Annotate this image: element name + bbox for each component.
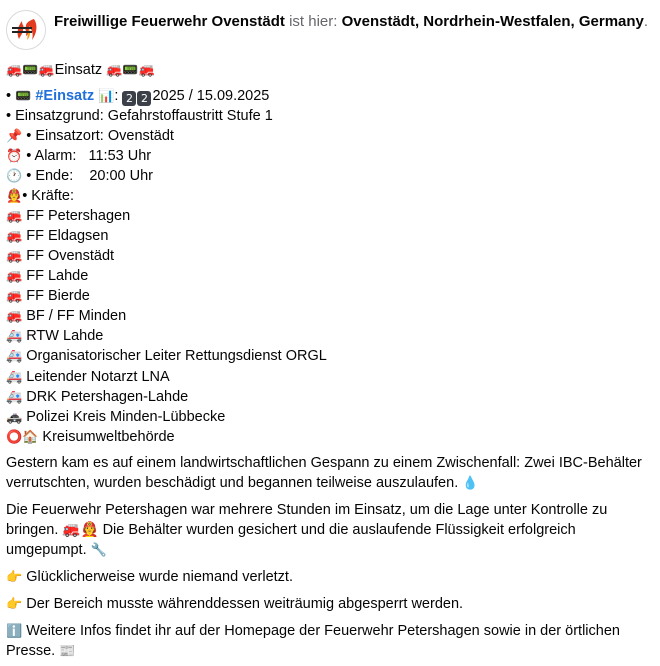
fire-truck-icon: 🚒 xyxy=(6,228,23,243)
unit-item xyxy=(6,206,656,226)
unit-item xyxy=(6,306,656,326)
ambulance-icon: 🚑 xyxy=(6,369,23,384)
unit-name: Leitender Notarzt LNA xyxy=(26,369,170,385)
operation-meta xyxy=(6,86,656,106)
operation-forces xyxy=(6,186,656,206)
units-list xyxy=(6,206,656,447)
operation-location xyxy=(6,126,656,146)
paragraph-text: Die Feuerwehr Petershagen war mehrere Stunden im Einsatz, um die Lage unter Kontrolle zu bringen. 🚒🧑‍🚒 Die Behälter wurden gesichert und die auslaufende Flüssigkeit erfolgreich umgepumpt. xyxy=(6,502,608,558)
hashtag-link[interactable]: #Einsatz xyxy=(35,88,95,104)
fire-truck-icon: 🚒 xyxy=(6,268,23,283)
unit-item xyxy=(6,246,656,266)
unit-name: DRK Petershagen-Lahde xyxy=(26,389,189,405)
page-avatar[interactable] xyxy=(6,10,46,50)
meta-colon: : xyxy=(114,88,119,104)
alarm-clock-icon: ⏰ xyxy=(6,148,23,163)
post-paragraph xyxy=(6,500,656,560)
unit-name: FF Petershagen xyxy=(26,208,131,224)
pointing-hand-icon: 👉 xyxy=(6,596,23,611)
operation-forces-text: • Kräfte: xyxy=(22,188,75,204)
keycap-two-icon: 2 xyxy=(137,91,151,106)
unit-item xyxy=(6,387,656,407)
page-name-link[interactable]: Freiwillige Feuerwehr Ovenstädt xyxy=(54,13,285,30)
operation-end-text: • Ende: 20:00 Uhr xyxy=(26,168,154,184)
pushpin-icon: 📌 xyxy=(6,128,23,143)
ambulance-icon: 🚑 xyxy=(6,348,23,363)
unit-name: Organisatorischer Leiter Rettungsdienst ORGL xyxy=(26,348,327,364)
header-period: . xyxy=(643,13,649,30)
operation-alarm xyxy=(6,146,656,166)
post-header-text xyxy=(54,12,648,32)
location-link[interactable]: Ovenstädt, Nordrhein-Westfalen, Germany xyxy=(341,13,644,30)
unit-name: Polizei Kreis Minden-Lübbecke xyxy=(26,409,226,425)
operation-reason: • Einsatzgrund: Gefahrstoffaustritt Stufe 1 xyxy=(6,108,273,124)
post-paragraph xyxy=(6,567,656,587)
ambulance-icon: 🚑 xyxy=(6,389,23,404)
fire-truck-icon: 🚒 xyxy=(6,288,23,303)
unit-name: RTW Lahde xyxy=(26,328,104,344)
unit-name: FF Lahde xyxy=(26,268,89,284)
operation-alarm-text: • Alarm: 11:53 Uhr xyxy=(26,148,152,164)
unit-name: BF / FF Minden xyxy=(26,308,127,324)
operation-date: 2025 / 15.09.2025 xyxy=(152,88,270,104)
fire-truck-pager-icon: 🚒📟🚒 xyxy=(106,62,155,77)
post-paragraph xyxy=(6,453,656,493)
newspaper-icon: 📰 xyxy=(59,643,76,658)
operation-end xyxy=(6,166,656,186)
unit-name: FF Ovenstädt xyxy=(26,248,115,264)
fire-truck-icon: 🚒 xyxy=(6,208,23,223)
meta-bullet: • xyxy=(6,88,12,104)
unit-name: FF Eldagsen xyxy=(26,228,109,244)
post-paragraph xyxy=(6,621,656,661)
checkin-connector: ist hier: xyxy=(289,13,338,30)
post-title xyxy=(6,60,656,80)
unit-item xyxy=(6,407,656,427)
police-car-icon: 🚓 xyxy=(6,409,23,424)
post-title-text: Einsatz xyxy=(54,62,103,78)
paragraph-text: Der Bereich musste währenddessen weiträumig abgesperrt werden. xyxy=(26,596,464,612)
post-paragraph xyxy=(6,594,656,614)
unit-name: FF Bierde xyxy=(26,288,90,304)
unit-item xyxy=(6,346,656,367)
fire-truck-icon: 🚒 xyxy=(6,308,23,323)
wrench-icon: 🔧 xyxy=(90,542,107,557)
unit-name: Kreisumweltbehörde xyxy=(42,429,175,445)
fire-truck-icon: 🚒 xyxy=(6,248,23,263)
keycap-two-icon: 2 xyxy=(122,91,136,106)
paragraph-text: Glücklicherweise wurde niemand verletzt. xyxy=(26,569,293,585)
unit-item xyxy=(6,266,656,286)
unit-item xyxy=(6,226,656,246)
clock-icon: 🕐 xyxy=(6,168,23,183)
unit-item xyxy=(6,367,656,387)
pager-icon: 📟 xyxy=(15,88,32,103)
paragraph-text: Weitere Infos findet ihr auf der Homepage der Feuerwehr Petershagen sowie in der örtlichen Presse. xyxy=(6,623,620,659)
post-header xyxy=(6,8,656,52)
unit-item xyxy=(6,326,656,346)
paragraph-text: Gestern kam es auf einem landwirtschaftlichen Gespann zu einem Zwischenfall: Zwei IBC-Behälter verrutschten, wurden beschädigt und begannen teilweise auszulaufen. xyxy=(6,455,642,491)
fire-truck-pager-icon: 🚒📟🚒 xyxy=(6,62,55,77)
post-body xyxy=(6,60,656,661)
operation-location-text: • Einsatzort: Ovenstädt xyxy=(26,128,174,144)
fire-department-logo-icon xyxy=(7,11,45,49)
droplet-icon: 💧 xyxy=(462,475,479,490)
unit-item xyxy=(6,427,656,447)
ambulance-icon: 🚑 xyxy=(6,328,23,343)
firefighter-icon: 🧑‍🚒 xyxy=(6,188,23,203)
info-icon: ℹ️ xyxy=(6,623,23,638)
circle-house-icon: ⭕🏠 xyxy=(6,429,39,444)
unit-item xyxy=(6,286,656,306)
pointing-hand-icon: 👉 xyxy=(6,569,23,584)
bar-chart-icon: 📊 xyxy=(98,88,115,103)
